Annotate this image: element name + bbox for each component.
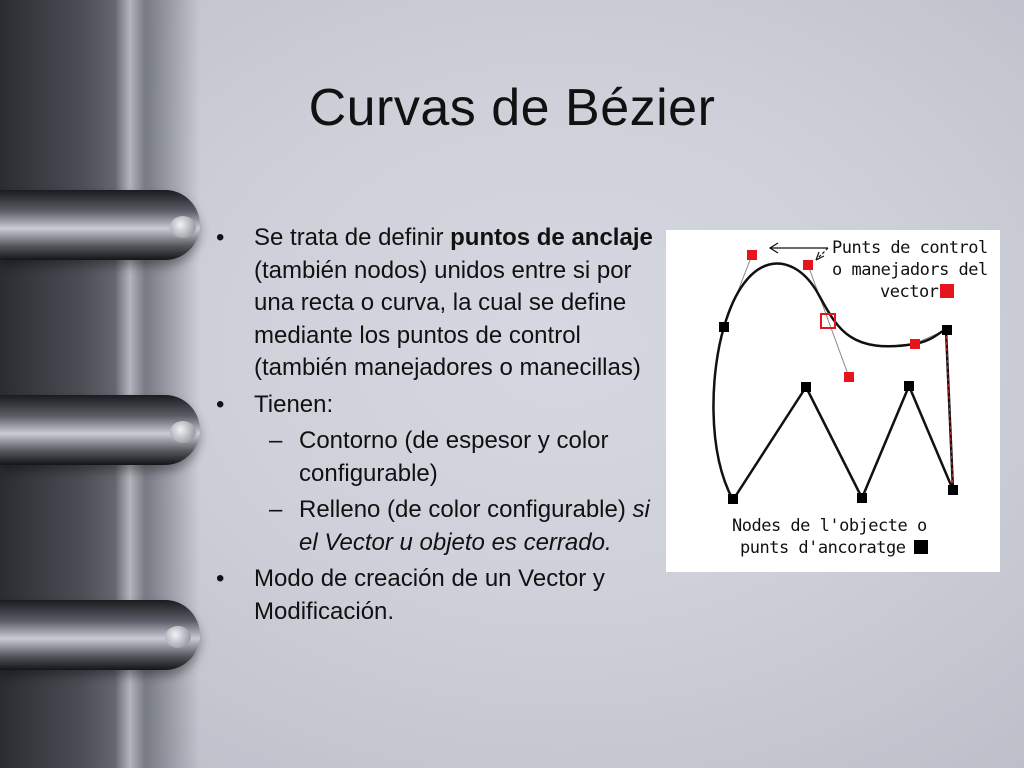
bullet-item (212, 222, 662, 385)
nodes-label-line1: Nodes de l'objecte o (732, 516, 927, 536)
callout-arrows (770, 243, 828, 260)
ring-tip (170, 421, 196, 443)
sub-bullet-text: Relleno (de color configurable) (299, 496, 633, 523)
bullet-marker: • (216, 224, 225, 251)
anchor-point-icon (948, 485, 958, 495)
bullet-marker: • (216, 390, 225, 418)
control-label-line1: Punts de control (832, 238, 988, 258)
bullet-text: (también nodos) unidos entre si por una recta o curva, la cual se define mediante los puntos de control (también manejadores o manecillas) (254, 256, 641, 381)
anchor-point-icon (857, 493, 867, 503)
bullet-item (212, 563, 662, 628)
sub-bullet-italic-text: si el Vector u objeto es cerrado. (299, 496, 650, 556)
slide-body (212, 222, 662, 632)
anchor-point-icon (904, 381, 914, 391)
bullet-text: Se trata de definir (254, 224, 451, 251)
bullet-bold-text: puntos de anclaje (450, 224, 653, 251)
sub-bullet-marker: – (269, 427, 283, 454)
sub-bullet-item (212, 494, 662, 559)
binder-ring (0, 190, 200, 260)
control-point-icon (747, 250, 757, 260)
control-legend-swatch-icon (940, 284, 954, 298)
anchor-point-icon (942, 325, 952, 335)
bullet-marker: • (216, 565, 225, 592)
slide-title: Curvas de Bézier (308, 79, 716, 137)
binder-ring (0, 395, 200, 465)
control-label-line2: o manejadors del (832, 260, 988, 280)
bullet-item (212, 389, 662, 422)
anchor-point-icon (728, 494, 738, 504)
nodes-label-line2: punts d'ancoratge (740, 538, 906, 558)
anchor-point-icon (719, 322, 729, 332)
control-point-icon (803, 260, 813, 270)
sub-bullet-text: Contorno (de espesor y color configurable) (299, 427, 609, 487)
bezier-figure (666, 230, 1000, 572)
sub-bullet-item (212, 425, 662, 490)
anchor-legend-swatch-icon (914, 540, 928, 554)
ring-tip (165, 626, 191, 648)
sub-bullet-marker: – (269, 496, 283, 523)
control-label-line3: vector (880, 282, 939, 302)
ring-tip (170, 216, 196, 238)
binder-ring (0, 600, 200, 670)
anchor-point-icon (801, 382, 811, 392)
control-point-icon (844, 372, 854, 382)
bullet-text: Tienen: (254, 390, 334, 418)
bullet-text: Modo de creación de un Vector y Modificación. (254, 565, 605, 625)
control-point-icon (910, 339, 920, 349)
